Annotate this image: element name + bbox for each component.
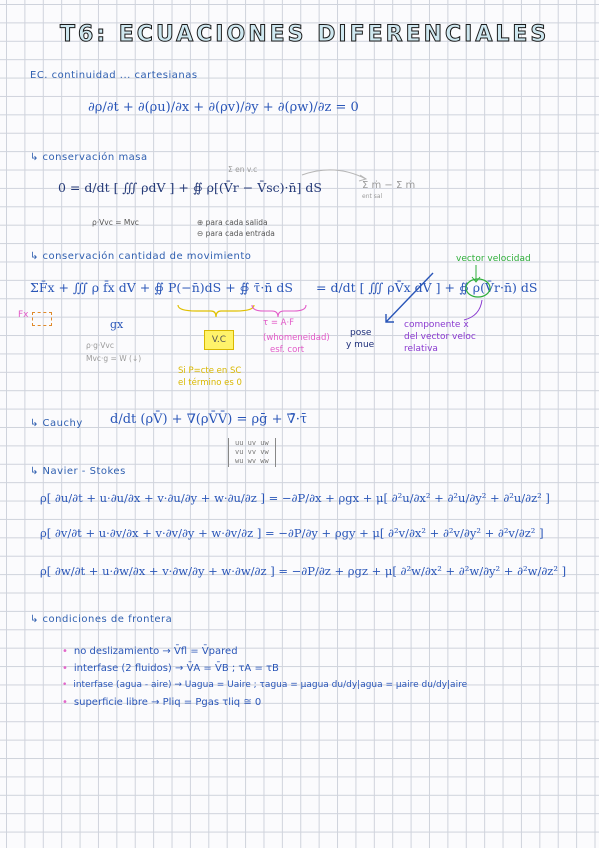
boundary-item: • interfase (agua - aire) → Uagua = Uaire ; τagua = μagua du/dy|agua = μaire du/dy|aire [62, 680, 468, 690]
momentum-equation-left: ΣF̄x + ∭ ρ f̄x dV + ∯ P(−n̄)dS + ∯ τ̄·n̄ dS [30, 280, 293, 295]
mass-heading: ↳ conservación masa [30, 152, 148, 163]
label-pose: pose [350, 328, 372, 338]
navier-row-x: ρ[ ∂u/∂t + u·∂u/∂x + v·∂u/∂y + w·∂u/∂z ] = −∂P/∂x + ρgx + μ[ ∂²u/∂x² + ∂²u/∂y² + ∂²u/∂z² ] [40, 491, 550, 505]
label-comp-2: del vector veloc [404, 332, 476, 342]
navier-row-y: ρ[ ∂v/∂t + u·∂v/∂x + v·∂v/∂y + w·∂v/∂z ] = −∂P/∂y + ρgy + μ[ ∂²v/∂x² + ∂²v/∂y² + ∂²v/∂z² ] [40, 526, 544, 540]
label-tau: τ = A·F [263, 318, 295, 328]
label-vector-velocidad: vector velocidad [456, 254, 531, 264]
yellow-brace-icon [176, 303, 256, 319]
momentum-equation-right: = d/dt [ ∭ ρV̄x dV ] + ∯ ρ(V̄r·n̄) dS [316, 280, 538, 295]
label-fx: Fx [18, 310, 29, 320]
continuity-heading: EC. continuidad ... cartesianas [30, 70, 198, 81]
mass-note-minus: ⊖ para cada entrada [197, 229, 275, 238]
cauchy-equation: d/dt (ρV̄) + ∇(ρV̄V̄) = ρḡ + ∇̄·τ̄ [110, 412, 308, 427]
label-comp-3: relativa [404, 344, 438, 354]
label-ymue: y mue [346, 340, 375, 350]
mass-equation: 0 = d/dt [ ∭ ρdV ] + ∯ ρ[(V̄r − V̄sc)·n̄] dS [58, 180, 322, 195]
cauchy-heading: ↳ Cauchy [30, 418, 83, 429]
matrix-row: wu wv ww [235, 457, 269, 465]
navier-heading: ↳ Navier - Stokes [30, 466, 126, 477]
label-esf: esf. cort [270, 345, 305, 355]
mass-note-side-sub: ent sal [362, 193, 383, 200]
label-p-cte-2: el término es 0 [178, 378, 242, 388]
fx-box [32, 312, 52, 326]
boundary-item: • no deslizamiento → V̄fl = V̄pared [62, 646, 238, 657]
navier-row-z: ρ[ ∂w/∂t + u·∂w/∂x + v·∂w/∂y + w·∂w/∂z ] = −∂P/∂z + ρgz + μ[ ∂²w/∂x² + ∂²w/∂y² + ∂²w/∂z² ] [40, 564, 567, 578]
label-rho-g: ρ·g·Vvc [86, 341, 114, 350]
mass-note-env: Σ en v.c [228, 165, 258, 174]
vc-box: V.C [204, 330, 234, 350]
label-comp-1: componente x [404, 320, 469, 330]
boundary-heading: ↳ condiciones de frontera [30, 614, 173, 625]
mass-note-side: Σ ṁ − Σ ṁ [362, 180, 416, 191]
pink-brace-icon [250, 303, 310, 319]
label-homog: (whomeneidad) [263, 333, 330, 343]
cauchy-matrix [228, 438, 276, 467]
boundary-item: • superficie libre → Pliq = Pgas τliq ≅ 0 [62, 697, 262, 708]
label-mvc: Mvc·g = W (↓) [86, 354, 142, 363]
matrix-row: vu vv vw [235, 448, 269, 456]
matrix-row: uu uv uw [235, 439, 269, 447]
continuity-equation: ∂ρ/∂t + ∂(ρu)/∂x + ∂(ρv)/∂y + ∂(ρw)/∂z = 0 [88, 100, 359, 115]
mass-note-plus: ⊕ para cada salida [197, 218, 268, 227]
mass-note-rho: ρ·Vvc = Mvc [92, 218, 139, 227]
page-title: T6: ECUACIONES DIFERENCIALES [60, 22, 550, 47]
boundary-item: • interfase (2 fluidos) → V̄A = V̄B ; τA = τB [62, 663, 279, 674]
momentum-heading: ↳ conservación cantidad de movimiento [30, 251, 252, 262]
purple-arrow-icon [460, 296, 490, 326]
label-p-cte-1: Si P=cte en SC [178, 366, 242, 376]
label-gx: gx [110, 318, 124, 331]
